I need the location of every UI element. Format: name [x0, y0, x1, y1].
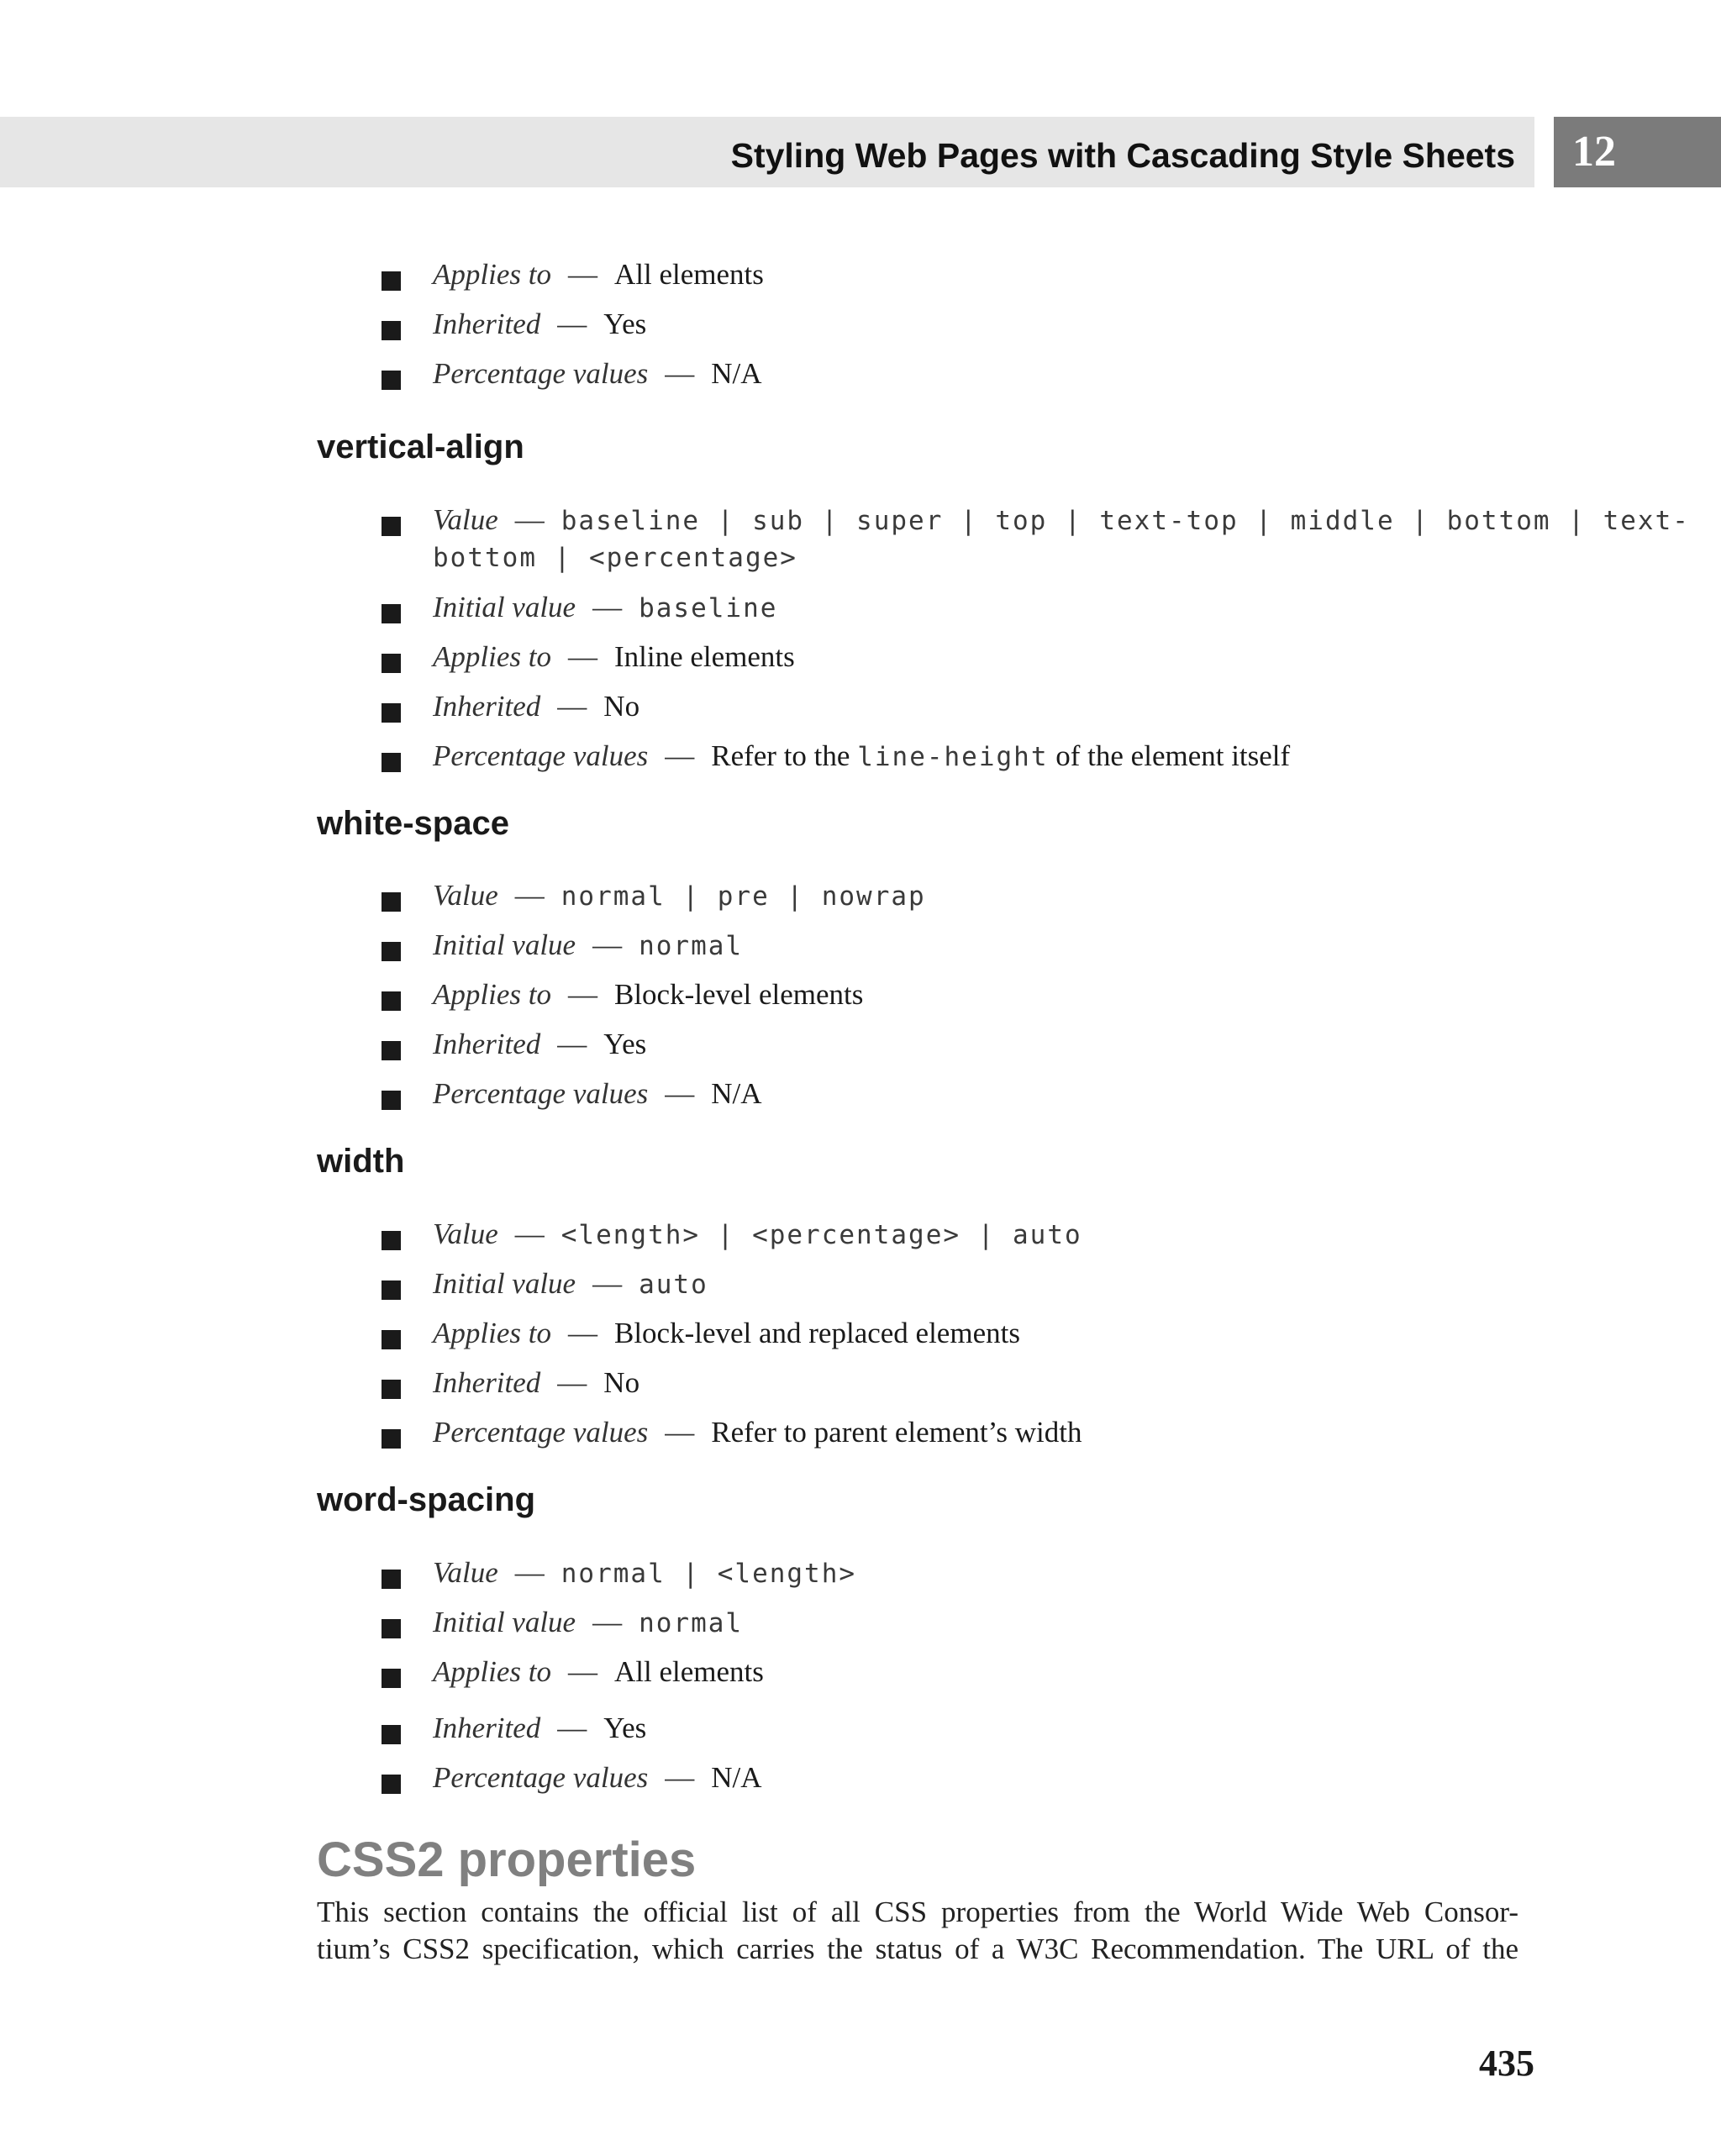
- property-label: Percentage values: [433, 1761, 649, 1794]
- bullet-square-icon: [382, 991, 401, 1011]
- bullet-square-icon: [382, 753, 401, 772]
- property-value: auto: [639, 1270, 708, 1300]
- bullet-square-icon: [382, 1280, 401, 1300]
- bullet-square-icon: [382, 517, 401, 536]
- property-label: Applies to: [433, 1655, 551, 1688]
- property-value-tail: of the element itself: [1055, 739, 1291, 772]
- property-value: Refer to parent element’s width: [711, 1416, 1082, 1449]
- chapter-tab: [1554, 117, 1721, 187]
- body-paragraph-line: tium’s CSS2 specification, which carries the status of a W3C Recommendation. The URL of the: [317, 1933, 1518, 1965]
- property-value-code: line-height: [857, 742, 1049, 772]
- property-value: N/A: [711, 1761, 762, 1794]
- bullet-square-icon: [382, 1330, 401, 1349]
- property-value: baseline: [639, 593, 778, 623]
- em-dash: —: [665, 1416, 695, 1449]
- property-label: Inherited: [433, 1366, 541, 1399]
- property-label: Inherited: [433, 1712, 541, 1744]
- bullet-square-icon: [382, 1231, 401, 1250]
- bullet-square-icon: [382, 942, 401, 961]
- em-dash: —: [567, 1317, 597, 1349]
- bullet-square-icon: [382, 654, 401, 673]
- property-value: baseline | sub | super | top | text-top | middle | bottom | text-: [561, 506, 1690, 536]
- body-paragraph-line: This section contains the official list of all CSS properties from the World Wide Web Consor-: [317, 1896, 1518, 1928]
- property-value: Yes: [603, 1712, 647, 1744]
- bullet-square-icon: [382, 1619, 401, 1638]
- section-heading-vertical-align: vertical-align: [317, 429, 524, 465]
- property-value: Inline elements: [613, 640, 795, 673]
- property-value: normal: [639, 1608, 744, 1638]
- bullet-square-icon: [382, 1669, 401, 1688]
- em-dash: —: [514, 1556, 545, 1589]
- property-label: Initial value: [433, 1606, 576, 1638]
- property-value: Block-level and replaced elements: [613, 1317, 1020, 1349]
- bullet-square-icon: [382, 1570, 401, 1589]
- property-label: Applies to: [433, 258, 551, 291]
- bullet-square-icon: [382, 1041, 401, 1060]
- property-label: Value: [433, 503, 498, 536]
- property-label: Applies to: [433, 1317, 551, 1349]
- header-title: Styling Web Pages with Cascading Style Sheets: [730, 136, 1515, 175]
- property-value: No: [603, 1366, 640, 1399]
- bullet-square-icon: [382, 1380, 401, 1399]
- property-label: Inherited: [433, 308, 541, 340]
- section-heading-word-spacing: word-spacing: [317, 1481, 536, 1518]
- property-value: normal | <length>: [561, 1559, 857, 1589]
- property-label: Initial value: [433, 591, 576, 623]
- bullet-square-icon: [382, 892, 401, 912]
- chapter-number: 12: [1572, 128, 1616, 176]
- em-dash: —: [514, 503, 545, 536]
- bullet-square-icon: [382, 1091, 401, 1110]
- bullet-square-icon: [382, 1429, 401, 1449]
- property-value: N/A: [711, 357, 762, 390]
- property-value: N/A: [711, 1077, 762, 1110]
- property-label: Value: [433, 879, 498, 912]
- em-dash: —: [557, 690, 587, 723]
- property-value: Refer to the: [711, 739, 850, 772]
- em-dash: —: [592, 1606, 623, 1638]
- property-value: normal: [639, 931, 744, 961]
- bullet-square-icon: [382, 1725, 401, 1744]
- em-dash: —: [557, 1712, 587, 1744]
- property-label: Initial value: [433, 1267, 576, 1300]
- property-value: No: [603, 690, 640, 723]
- property-label: Value: [433, 1217, 498, 1250]
- page-number: 435: [1479, 2043, 1534, 2084]
- property-label: Percentage values: [433, 1416, 649, 1449]
- property-label: Value: [433, 1556, 498, 1589]
- section-heading-white-space: white-space: [317, 805, 509, 842]
- em-dash: —: [592, 591, 623, 623]
- property-value: normal | pre | nowrap: [561, 881, 926, 912]
- section-heading-css2-properties: CSS2 properties: [317, 1833, 697, 1887]
- em-dash: —: [592, 928, 623, 961]
- em-dash: —: [665, 1077, 695, 1110]
- property-value: Yes: [603, 308, 647, 340]
- property-label: Inherited: [433, 1028, 541, 1060]
- property-label: Applies to: [433, 640, 551, 673]
- property-value: <length> | <percentage> | auto: [561, 1220, 1082, 1250]
- em-dash: —: [557, 308, 587, 340]
- property-value: All elements: [613, 258, 764, 291]
- em-dash: —: [665, 357, 695, 390]
- bullet-square-icon: [382, 321, 401, 340]
- bullet-square-icon: [382, 271, 401, 291]
- section-heading-width: width: [317, 1143, 405, 1180]
- property-label: Inherited: [433, 690, 541, 723]
- property-label: Percentage values: [433, 739, 649, 772]
- em-dash: —: [665, 1761, 695, 1794]
- em-dash: —: [567, 258, 597, 291]
- bullet-square-icon: [382, 604, 401, 623]
- em-dash: —: [665, 739, 695, 772]
- property-value: Block-level elements: [613, 978, 864, 1011]
- bullet-square-icon: [382, 371, 401, 390]
- em-dash: —: [557, 1366, 587, 1399]
- property-value: Yes: [603, 1028, 647, 1060]
- property-label: Applies to: [433, 978, 551, 1011]
- em-dash: —: [514, 1217, 545, 1250]
- em-dash: —: [592, 1267, 623, 1300]
- em-dash: —: [567, 978, 597, 1011]
- em-dash: —: [557, 1028, 587, 1060]
- property-value-continued: bottom | <percentage>: [433, 543, 797, 573]
- bullet-square-icon: [382, 703, 401, 723]
- bullet-square-icon: [382, 1775, 401, 1794]
- property-label: Percentage values: [433, 1077, 649, 1110]
- em-dash: —: [567, 640, 597, 673]
- property-label: Initial value: [433, 928, 576, 961]
- property-label: Percentage values: [433, 357, 649, 390]
- em-dash: —: [514, 879, 545, 912]
- property-value: All elements: [613, 1655, 764, 1688]
- em-dash: —: [567, 1655, 597, 1688]
